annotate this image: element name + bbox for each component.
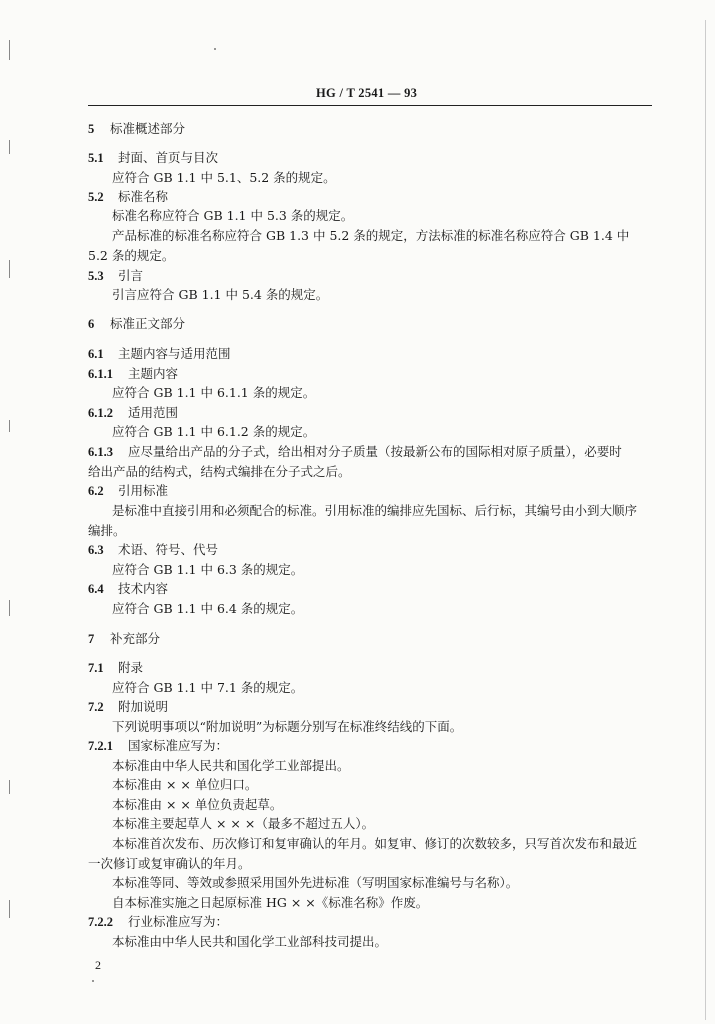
section-heading: [88, 366, 178, 382]
section-number: 6.1: [88, 347, 104, 361]
section-heading: [88, 316, 185, 332]
body-text-line: [88, 523, 126, 539]
line-text: 国家标准应写为：: [128, 738, 229, 753]
line-text: 5.2 条的规定。: [88, 248, 175, 263]
scan-edge-mark: [9, 140, 10, 154]
section-number: 7.2.1: [88, 739, 113, 753]
scan-edge-mark: [9, 900, 10, 918]
body-text-line: [112, 797, 282, 813]
body-text-line: [112, 228, 629, 244]
line-text: 适用范围: [128, 405, 179, 420]
line-text: 主题内容与适用范围: [118, 346, 231, 361]
section-number: 6.3: [88, 543, 104, 557]
body-text-line: [112, 836, 637, 852]
line-text: 应符合 GB 1.1 中 6.4 条的规定。: [112, 601, 304, 616]
line-text: 应符合 GB 1.1 中 7.1 条的规定。: [112, 680, 304, 695]
line-text: 本标准由中华人民共和国化学工业部提出。: [112, 758, 350, 773]
line-text: 应尽量给出产品的分子式，给出相对分子质量（按最新公布的国际相对原子质量），必要时: [128, 444, 622, 459]
line-text: 产品标准的标准名称应符合 GB 1.3 中 5.2 条的规定，方法标准的标准名称应符合 GB 1.4 中: [112, 228, 630, 243]
section-heading: [88, 121, 185, 137]
body-text-line: [112, 562, 303, 578]
line-text: 给出产品的结构式，结构式编排在分子式之后。: [88, 464, 351, 479]
line-text: 应符合 GB 1.1 中 6.1.2 条的规定。: [112, 424, 316, 439]
section-heading: [88, 581, 168, 597]
section-heading: [88, 699, 168, 715]
body-text-line: [112, 895, 428, 911]
body-text-line: [112, 424, 315, 440]
line-text: 行业标准应写为：: [128, 914, 229, 929]
line-text: 引用标准: [118, 483, 169, 498]
body-text-line: [112, 385, 315, 401]
line-text: 主题内容: [128, 366, 179, 381]
body-text-line: [112, 208, 353, 224]
document-code-header: HG / T 2541 — 93: [316, 86, 418, 100]
line-text: 本标准首次发布、历次修订和复审确认的年月。如复审、修订的次数较多，只写首次发布和最近: [112, 836, 638, 851]
section-heading: [88, 444, 622, 460]
scan-edge-mark: [9, 420, 10, 432]
line-text: 编排。: [88, 523, 126, 538]
scan-edge-mark: [9, 780, 10, 794]
section-number: 7.2: [88, 700, 104, 714]
section-number: 7.1: [88, 661, 104, 675]
section-heading: [88, 268, 143, 284]
section-number: 7.2.2: [88, 915, 113, 929]
line-text: 应符合 GB 1.1 中 6.1.1 条的规定。: [112, 385, 316, 400]
line-text: 引言应符合 GB 1.1 中 5.4 条的规定。: [112, 287, 329, 302]
section-heading: [88, 405, 178, 421]
body-text-line: [88, 464, 351, 480]
page-number: 2: [95, 958, 101, 972]
section-heading: [88, 914, 228, 930]
section-heading: [88, 483, 168, 499]
body-text-line: [112, 287, 328, 303]
body-text-line: [112, 680, 303, 696]
line-text: 标准概述部分: [110, 121, 186, 136]
scan-edge-mark: [9, 260, 10, 278]
section-number: 5: [88, 122, 95, 136]
line-text: 下列说明事项以“附加说明”为标题分别写在标准终结线的下面。: [112, 719, 463, 734]
line-text: 补充部分: [110, 631, 161, 646]
section-heading: [88, 738, 228, 754]
section-heading: [88, 346, 231, 362]
line-text: 本标准等同、等效或参照采用国外先进标准（写明国家标准编号与名称）。: [112, 875, 519, 890]
scan-edge-line: [705, 20, 706, 1020]
body-text-line: [112, 777, 257, 793]
line-text: 一次修订或复审确认的年月。: [88, 856, 251, 871]
line-text: 本标准主要起草人 × × ×（最多不超过五人）。: [112, 816, 375, 831]
section-number: 5.1: [88, 151, 104, 165]
body-text-line: [112, 719, 462, 735]
section-number: 6.4: [88, 582, 104, 596]
line-text: 标准名称: [118, 189, 169, 204]
section-heading: [88, 542, 218, 558]
line-text: 附录: [118, 660, 144, 675]
line-text: 引言: [118, 268, 144, 283]
section-number: 6.1.1: [88, 367, 113, 381]
line-text: 自本标准实施之日起原标准 HG × ×《标准名称》作废。: [112, 895, 429, 910]
body-text-line: [112, 503, 637, 519]
scan-speck: [214, 48, 216, 50]
section-heading: [88, 660, 143, 676]
line-text: 标准正文部分: [110, 316, 186, 331]
line-text: 应符合 GB 1.1 中 6.3 条的规定。: [112, 562, 304, 577]
section-heading: [88, 631, 160, 647]
line-text: 附加说明: [118, 699, 169, 714]
section-number: 5.2: [88, 190, 104, 204]
section-heading: [88, 189, 168, 205]
section-number: 6.2: [88, 484, 104, 498]
body-text-line: [112, 170, 336, 186]
body-text-line: [112, 758, 350, 774]
body-text-line: [112, 934, 387, 950]
line-text: 本标准由中华人民共和国化学工业部科技司提出。: [112, 934, 388, 949]
line-text: 封面、首页与目次: [118, 150, 219, 165]
body-text-line: [112, 875, 518, 891]
section-number: 5.3: [88, 269, 104, 283]
body-text-line: [88, 248, 174, 264]
section-number: 6.1.3: [88, 445, 113, 459]
section-number: 6.1.2: [88, 406, 113, 420]
body-text-line: [112, 601, 303, 617]
line-text: 标准名称应符合 GB 1.1 中 5.3 条的规定。: [112, 208, 354, 223]
line-text: 技术内容: [118, 581, 169, 596]
scan-edge-mark: [9, 40, 10, 60]
line-text: 应符合 GB 1.1 中 5.1、5.2 条的规定。: [112, 170, 336, 185]
scan-speck: [92, 980, 94, 982]
line-text: 是标准中直接引用和必须配合的标准。引用标准的编排应先国标、后行标，其编号由小到大顺序: [112, 503, 638, 518]
line-text: 术语、符号、代号: [118, 542, 219, 557]
body-text-line: [88, 856, 251, 872]
body-text-line: [112, 816, 374, 832]
scan-edge-mark: [9, 600, 10, 616]
header-rule: [88, 105, 652, 106]
section-heading: [88, 150, 218, 166]
line-text: 本标准由 × × 单位负责起草。: [112, 797, 283, 812]
line-text: 本标准由 × × 单位归口。: [112, 777, 258, 792]
section-number: 7: [88, 632, 95, 646]
section-number: 6: [88, 317, 95, 331]
